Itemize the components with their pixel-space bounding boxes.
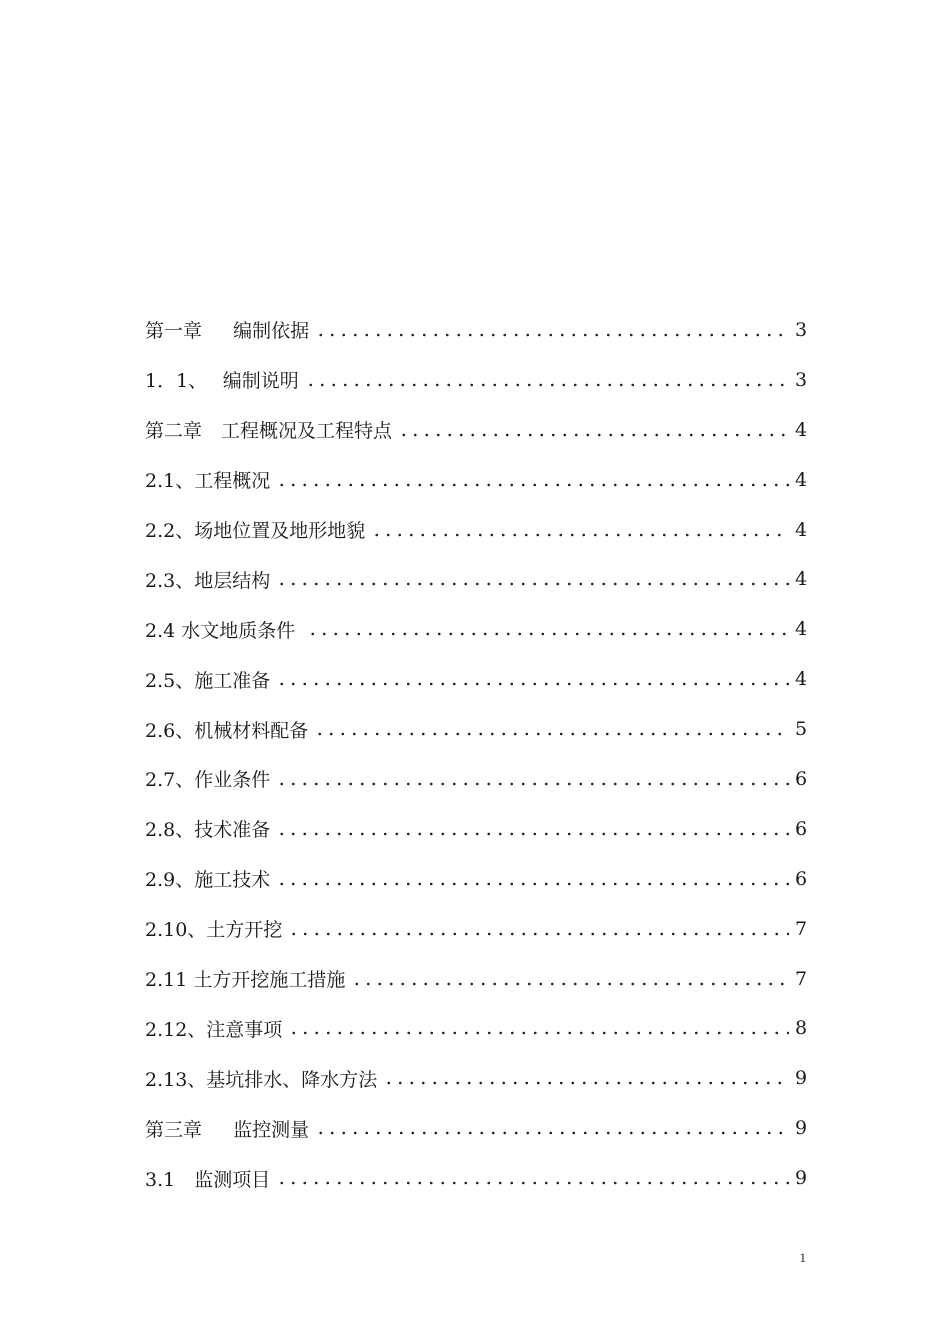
toc-entry-title: 2.3、地层结构 (145, 569, 271, 592)
toc-entry-page: 4 (795, 468, 808, 491)
toc-entry[interactable] (145, 355, 807, 405)
dot-leader (288, 1031, 789, 1035)
toc-entry-page: 3 (795, 368, 808, 391)
toc-entry[interactable] (145, 305, 807, 355)
toc-entry-title: 2.4 水文地质条件 (145, 619, 302, 642)
toc-entry-page: 9 (795, 1117, 808, 1140)
toc-entry[interactable] (145, 1053, 807, 1103)
toc-entry-page: 5 (795, 718, 808, 741)
toc-entry[interactable] (145, 804, 807, 854)
toc-entry[interactable] (145, 1103, 807, 1153)
toc-entry-title: 2.12、注意事项 (145, 1018, 283, 1041)
dot-leader (276, 832, 789, 836)
toc-entry-title: 2.8、技术准备 (145, 819, 271, 842)
toc-entry-title: 2.2、场地位置及地形地貌 (145, 520, 366, 542)
dot-leader (276, 1181, 789, 1185)
toc-entry[interactable] (145, 1003, 807, 1053)
toc-entry[interactable] (145, 1153, 807, 1203)
toc-entry-title: 2.13、基坑排水、降水方法 (145, 1068, 378, 1091)
toc-entry-title: 2.9、施工技术 (145, 869, 271, 892)
toc-entry-page: 4 (795, 518, 808, 541)
dot-leader (383, 1081, 789, 1085)
toc-entry-title: 3.1 监测项目 (145, 1168, 271, 1191)
toc-entry-page: 9 (795, 1167, 808, 1190)
toc-entry-page: 4 (795, 568, 808, 591)
toc-entry[interactable] (145, 704, 807, 754)
dot-leader (276, 483, 789, 487)
toc-entry-title: 第三章 监控测量 (145, 1118, 310, 1141)
toc-entry-page: 3 (795, 318, 808, 341)
toc-entry[interactable] (145, 455, 807, 505)
table-of-contents (145, 305, 807, 1203)
dot-leader (315, 1131, 789, 1135)
toc-entry-title: 2.10、土方开挖 (145, 919, 283, 942)
toc-entry-page: 6 (795, 867, 808, 890)
toc-entry-page: 4 (795, 668, 808, 691)
toc-entry-page: 9 (795, 1067, 808, 1090)
toc-entry-title: 1．1、 编制说明 (145, 370, 299, 393)
toc-entry[interactable] (145, 904, 807, 954)
dot-leader (276, 882, 789, 886)
toc-entry-title: 第一章 编制依据 (145, 320, 310, 343)
dot-leader (288, 932, 789, 936)
toc-entry[interactable] (145, 654, 807, 704)
dot-leader (307, 632, 789, 636)
toc-entry[interactable] (145, 854, 807, 904)
dot-leader (398, 433, 789, 437)
toc-entry[interactable] (145, 505, 807, 555)
toc-entry-page: 8 (795, 1017, 808, 1040)
dot-leader (276, 582, 789, 586)
toc-entry[interactable] (145, 954, 807, 1004)
toc-entry-title: 2.6、机械材料配备 (145, 719, 309, 742)
toc-entry[interactable] (145, 604, 807, 654)
toc-entry-page: 6 (795, 817, 808, 840)
toc-entry-title: 2.5、施工准备 (145, 669, 271, 692)
dot-leader (351, 982, 789, 986)
toc-entry[interactable] (145, 754, 807, 804)
toc-entry-page: 6 (795, 767, 808, 790)
dot-leader (314, 732, 789, 736)
toc-entry[interactable] (145, 554, 807, 604)
toc-entry-title: 2.7、作业条件 (145, 769, 271, 792)
dot-leader (276, 682, 789, 686)
toc-entry[interactable] (145, 405, 807, 455)
dot-leader (371, 533, 789, 537)
toc-entry-title: 2.1、工程概况 (145, 470, 271, 493)
toc-entry-page: 4 (795, 618, 808, 641)
toc-entry-title: 2.11 土方开挖施工措施 (145, 969, 346, 992)
toc-entry-page: 7 (795, 917, 808, 940)
toc-entry-page: 4 (795, 418, 808, 441)
toc-entry-title: 第二章 工程概况及工程特点 (145, 420, 393, 443)
dot-leader (305, 383, 789, 387)
dot-leader (276, 782, 789, 786)
toc-entry-page: 7 (795, 967, 808, 990)
page-number: 1 (799, 1250, 806, 1265)
dot-leader (315, 333, 789, 337)
